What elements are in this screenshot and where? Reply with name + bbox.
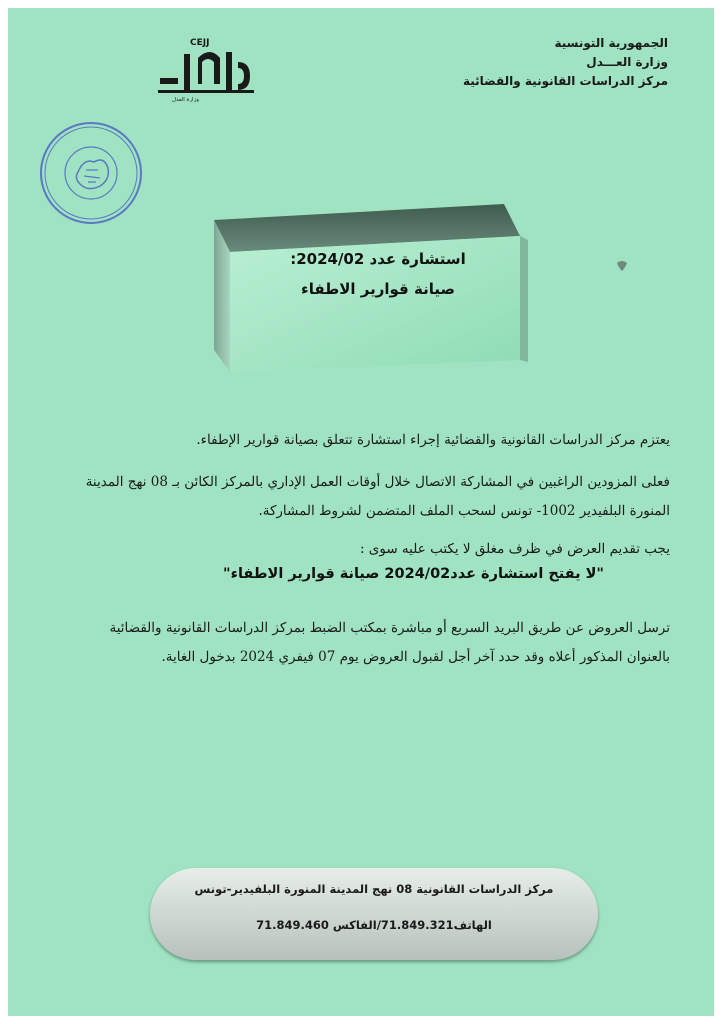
paragraph-intro: يعتزم مركز الدراسات القانونية والقضائية إجراء استشارة تتعلق بصيانة قوارير الإطفاء.: [196, 431, 670, 448]
consultation-title: [246, 244, 510, 304]
title-line-2: صيانة قوارير الاطفاء: [301, 280, 455, 298]
footer-phone: الهاتف71.849.321/الفاكس 71.849.460: [256, 918, 492, 932]
logo-acronym: CEJJ: [190, 38, 210, 48]
paragraph-envelope: يجب تقديم العرض في ظرف مغلق لا يكتب عليه سوى :: [359, 540, 670, 557]
logo-arabic-text: وزارة العدل: [172, 97, 199, 102]
document-page: [8, 8, 714, 1016]
round-stamp-icon: [38, 120, 144, 226]
center-line: مركز الدراسات القانونية والقضائية: [462, 74, 668, 88]
title-line-1: استشارة عدد 2024/02:: [290, 250, 466, 268]
paragraph-suppliers: فعلى المزودين الراغبين في المشاركة الاتصال خلال أوقات العمل الإداري بالمركز الكائن بـ 08 نهج المدينة المنورة البلفيدير 1002- تونس لسحب الملف المتضمن لشروط المشاركة.: [85, 473, 670, 519]
ministry-line: وزارة العـــدل: [586, 55, 668, 69]
envelope-quote: "لا يفتح استشارة عدد2024/02 صيانة قوارير الاطفاء": [223, 566, 604, 582]
republic-line: الجمهورية التونسية: [554, 36, 668, 50]
footer-address-box: [150, 868, 598, 960]
footer-address: مركز الدراسات القانونية 08 نهج المدينة المنورة البلفيدير-تونس: [194, 882, 554, 896]
ministry-logo-icon: [150, 32, 260, 102]
paragraph-deadline: ترسل العروض عن طريق البريد السريع أو مباشرة بمكتب الضبط بمركز الدراسات القانونية والقضائية بالعنوان المذكور أعلاه وقد حدد آخر أجل لقبول العروض يوم 07 فيفري 2024 بدخول الغاية.: [109, 619, 670, 665]
letterhead: [463, 34, 668, 91]
ink-smudge-icon: [615, 258, 629, 272]
